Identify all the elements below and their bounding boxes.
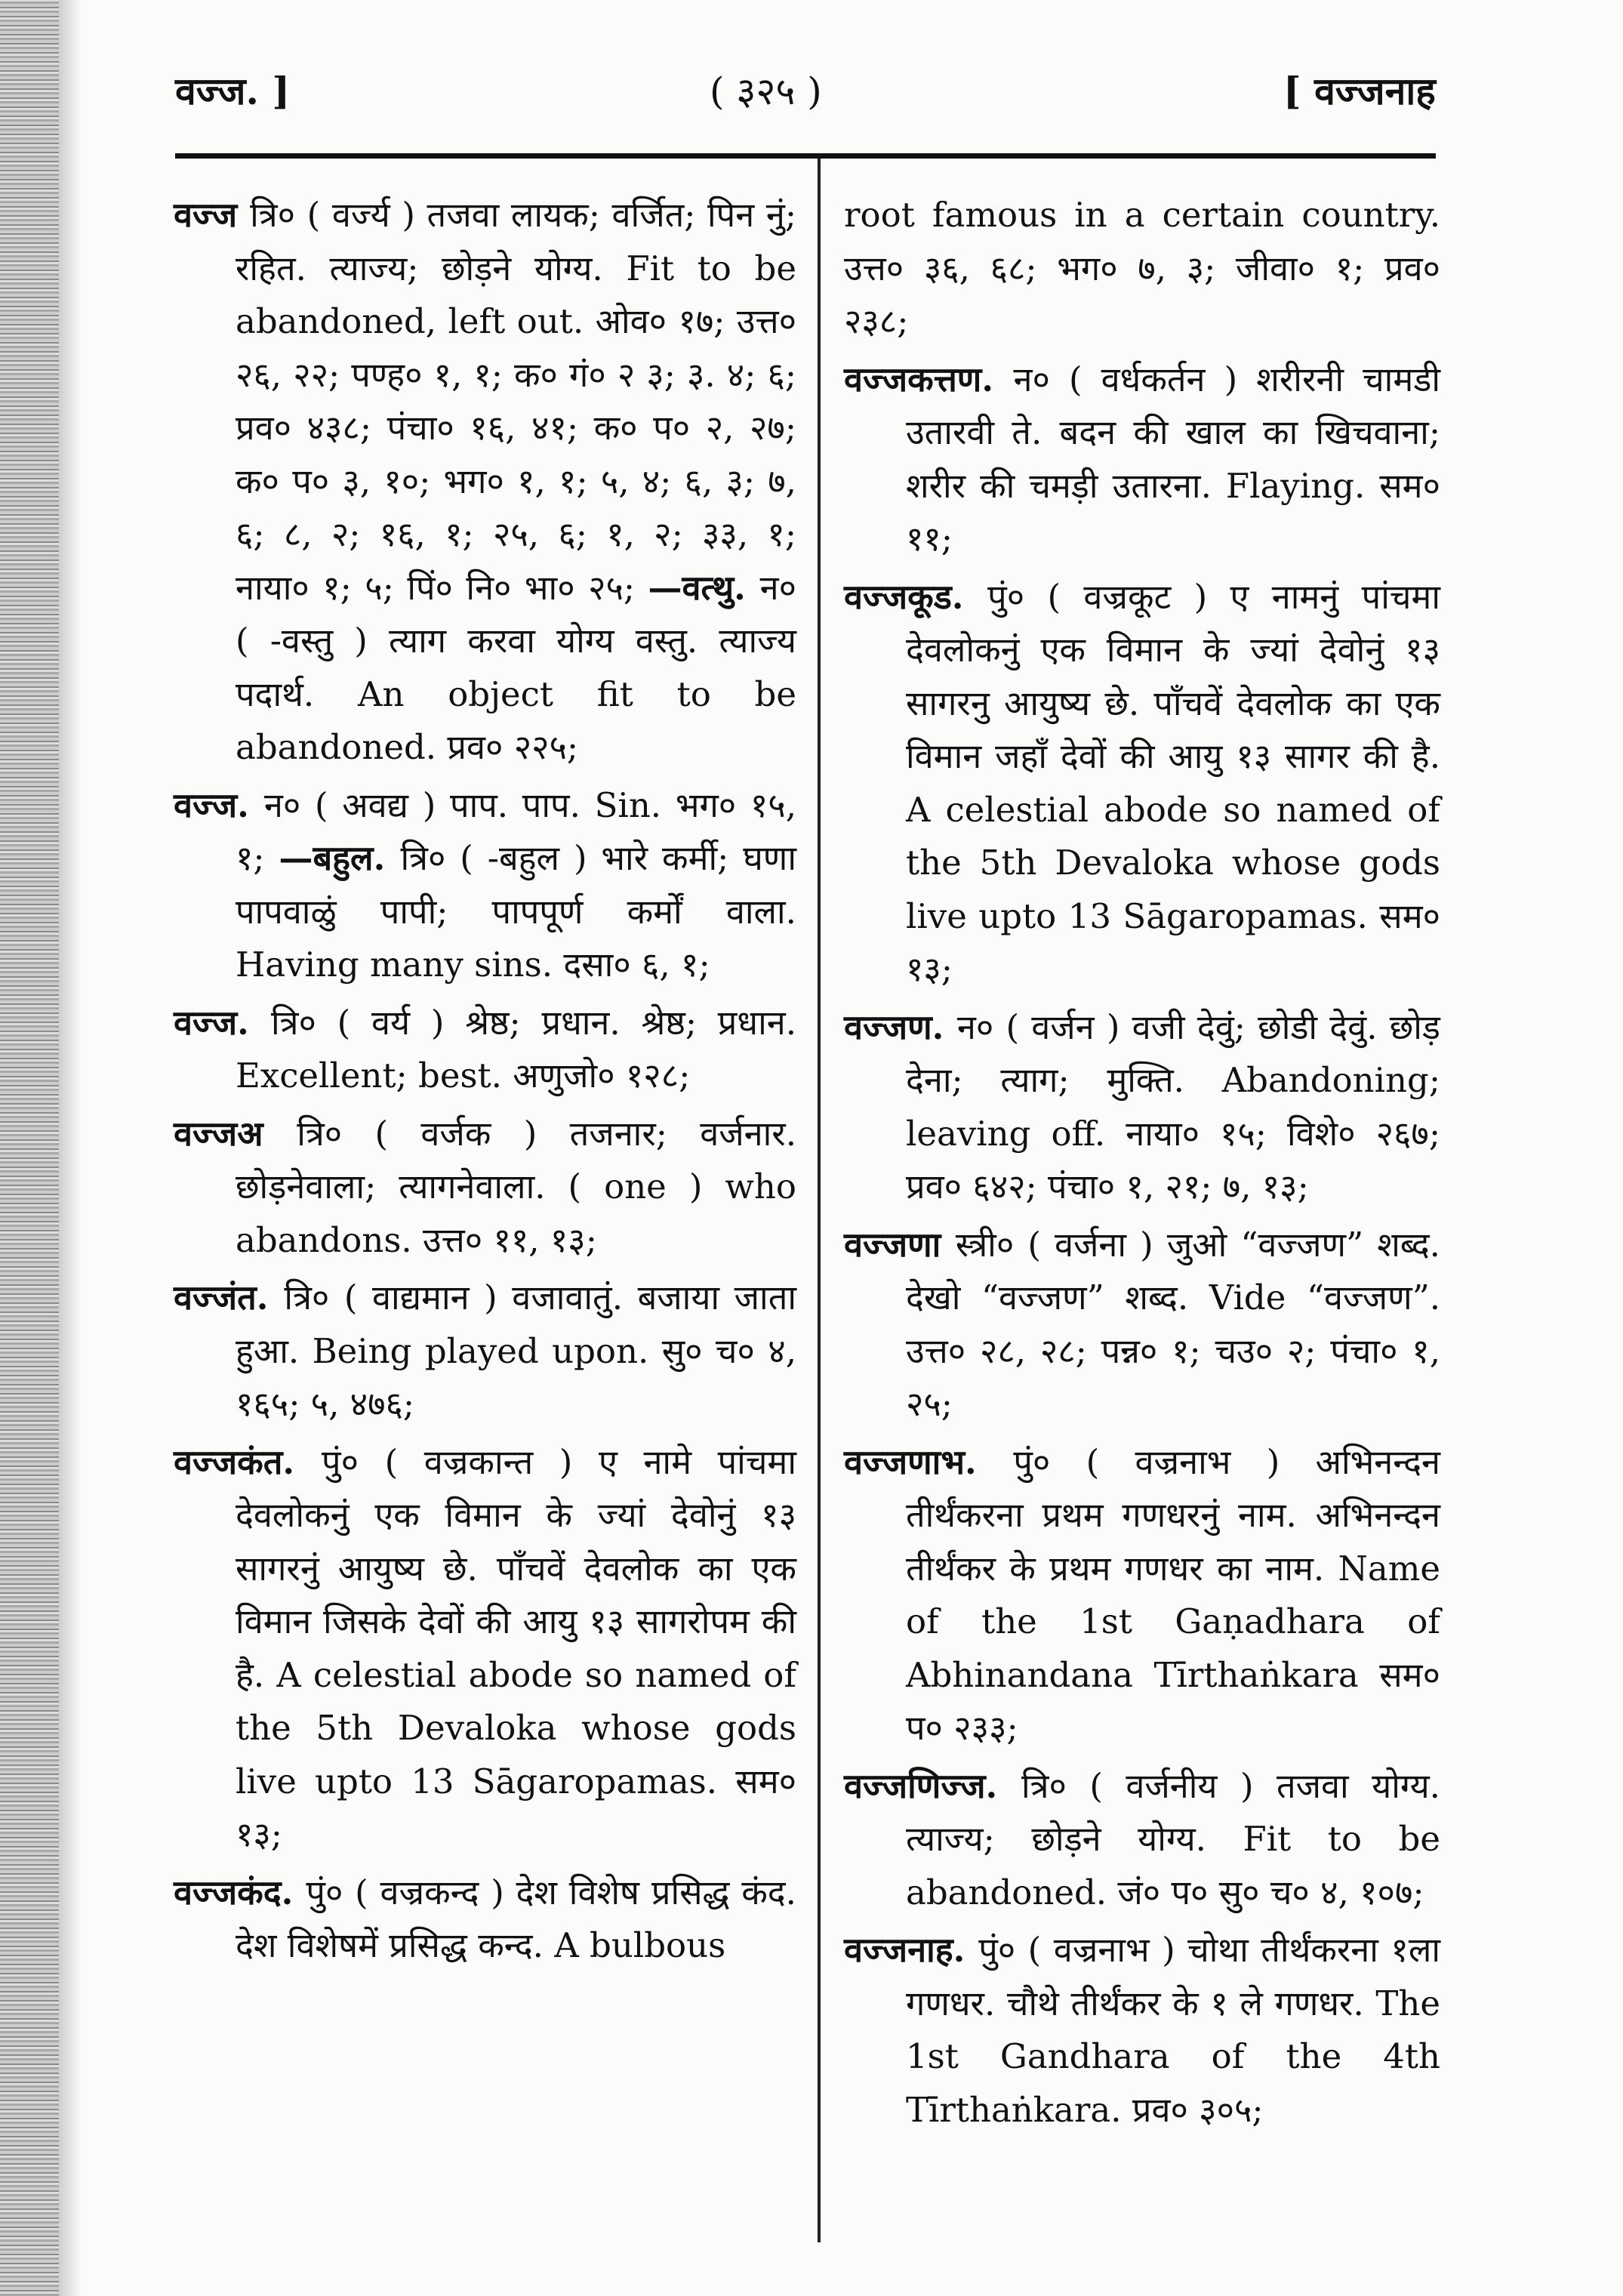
running-head-left: वज्ज. ] — [175, 69, 290, 113]
definition-text: पुं० ( वज्रकान्त ) ए नामे पांचमा देवलोकनुं एक विमान के ज्यां देवोनुं १३ सागरनुं आयुष्य छे. पाँचवें देवलोक का एक विमान जिसके देवों की आयु १३ सागरोपम की है. A celestial abode so named of the 5th Devaloka whose gods live upto 13 Sāgaropamas. सम० १३; — [236, 1441, 796, 1854]
headword: वज्जकूड. — [844, 576, 988, 617]
scan-edge-fade — [59, 0, 82, 2296]
definition-text: न० ( अवद्य ) पाप. पाप. Sin. भग० १५, १; — [236, 784, 797, 878]
running-head-right: [ वज्जनाह — [1283, 69, 1436, 113]
definition-text: त्रि० ( वर्जनीय ) तजवा योग्य. त्याज्य; छोड़ने योग्य. Fit to be abandoned. जं० प० सु० च० ४, १०७; — [906, 1765, 1440, 1912]
definition-text: पुं० ( वज्रकूट ) ए नामनुं पांचमा देवलोकनुं एक विमान के ज्यां देवोनुं १३ सागरनु आयुष्य छे. पाँचवें देवलोक का एक विमान जहाँ देवों की आयु १३ सागर की है. A celestial abode so named of the 5th Devaloka whose gods live upto 13 Sāgaropamas. सम० १३; — [906, 576, 1440, 989]
dictionary-entry — [844, 1436, 1440, 1755]
dictionary-entry — [844, 353, 1440, 566]
definition-text: पुं० ( वज्रकन्द ) देश विशेष प्रसिद्ध कंद. देश विशेषमें प्रसिद्ध कन्द. A bulbous — [236, 1872, 796, 1965]
dictionary-entry — [174, 189, 796, 775]
headword: —बहुल. — [279, 838, 401, 878]
headword: वज्ज. — [174, 1002, 271, 1043]
definition-text: न० ( -वस्तु ) त्याग करवा योग्य वस्तु. त्याज्य पदार्थ. An object fit to be abandoned. प्रव० २२५; — [236, 567, 796, 767]
dictionary-entry — [844, 1924, 1440, 2137]
definition-text: त्रि० ( वर्ज्य ) तजवा लायक; वर्जित; पिन नुं; रहित. त्याज्य; छोड़ने योग्य. Fit to be abandoned, left out. ओव० १७; उत्त० २६, २२; पण्ह० १, १; क० गं० २ ३; ३. ४; ६; प्रव० ४३८; पंचा० १६, ४१; क० प० २, २७; क० प० ३, १०; भग० १, १; ५, ४; ६, ३; ७, ६; ८, २; १६, १; २५, ६; १, २; ३३, १; नाया० १; ५; पिं० नि० भा० २५; — [236, 195, 796, 608]
definition-text: root famous in a certain country. उत्त० ३६, ६८; भग० ७, ३; जीवा० १; प्रव० २३८; — [844, 195, 1440, 341]
headword: वज्जणा — [844, 1224, 956, 1265]
headword: वज्जअ — [174, 1113, 297, 1154]
column-divider — [818, 159, 821, 2242]
definition-text: पुं० ( वज्रनाभ ) चोथा तीर्थंकरना १ला गणधर. चौथे तीर्थंकर के १ ले गणधर. The 1st Gandhara of the 4th Tīrthaṅkara. प्रव० ३०५; — [906, 1930, 1440, 2130]
dictionary-entry — [844, 1760, 1440, 1920]
dictionary-entry — [174, 1108, 796, 1268]
dictionary-entry — [174, 779, 796, 992]
headword: वज्जंत. — [174, 1277, 285, 1318]
definition-text: स्त्री० ( वर्जना ) जुओ “वज्जण” शब्द. देखो “वज्जण” शब्द. Vide “वज्जण”. उत्त० २८, २८; पन्न० १; चउ० २; पंचा० १, २५; — [906, 1224, 1440, 1424]
dictionary-entry — [174, 997, 796, 1103]
definition-text: न० ( वर्धकर्तन ) शरीरनी चामडी उतारवी ते. बदन की खाल का खिचवाना; शरीर की चमड़ी उतारना. Flaying. सम० ११; — [906, 359, 1440, 559]
dictionary-entry — [844, 1001, 1440, 1214]
headword: वज्जकंत. — [174, 1441, 322, 1482]
headword: वज्जकत्तण. — [844, 359, 1014, 399]
definition-text: त्रि० ( -बहुल ) भारे कर्मी; घणा पापवाळुं पापी; पापपूर्ण कर्मों वाला. Having many sins. दसा० ६, १; — [236, 838, 796, 985]
dictionary-entry — [174, 1436, 796, 1862]
headword: वज्जण. — [844, 1006, 957, 1047]
headword: वज्जकंद. — [174, 1872, 306, 1912]
header-rule — [175, 153, 1436, 159]
dictionary-entry — [174, 1866, 796, 1973]
page-number: ( ३२५ ) — [710, 69, 822, 113]
definition-text: त्रि० ( वर्जक ) तजनार; वर्जनार. छोड़नेवाला; त्यागनेवाला. ( one ) who abandons. उत्त० ११, १३; — [236, 1113, 796, 1260]
headword: वज्जनाह. — [844, 1930, 979, 1970]
left-column — [174, 189, 796, 1977]
definition-text: पुं० ( वज्रनाभ ) अभिनन्दन तीर्थंकरना प्रथम गणधरनुं नाम. अभिनन्दन तीर्थंकर के प्रथम गणधर का नाम. Name of the 1st Gaṇadhara of Abhinandana Tīrthaṅkara सम० प० २३३; — [906, 1441, 1440, 1748]
definition-text: न० ( वर्जन ) वजी देवुं; छोडी देवुं. छोड़ देना; त्याग; मुक्ति. Abandoning; leaving off. नाया० १५; विशे० २६७; प्रव० ६४२; पंचा० १, २१; ७, १३; — [906, 1006, 1440, 1207]
headword: वज्जणाभ. — [844, 1441, 1014, 1482]
headword: —वत्थु. — [648, 567, 760, 608]
definition-text: त्रि० ( वर्य ) श्रेष्ठ; प्रधान. श्रेष्ठ; प्रधान. Excellent; best. अणुजो० १२८; — [236, 1002, 797, 1096]
dictionary-entry — [844, 571, 1440, 997]
headword: वज्ज — [174, 195, 251, 235]
definition-text: त्रि० ( वाद्यमान ) वजावातुं. बजाया जाता हुआ. Being played upon. सु० च० ४, १६५; ५, ४७६; — [236, 1277, 797, 1424]
dictionary-entry — [174, 1271, 796, 1432]
dictionary-entry — [844, 189, 1440, 349]
dictionary-entry — [844, 1219, 1440, 1432]
scan-edge-shadow — [0, 0, 59, 2296]
headword: वज्ज. — [174, 784, 264, 825]
right-column — [844, 189, 1440, 2141]
headword: वज्जणिज्ज. — [844, 1765, 1021, 1806]
